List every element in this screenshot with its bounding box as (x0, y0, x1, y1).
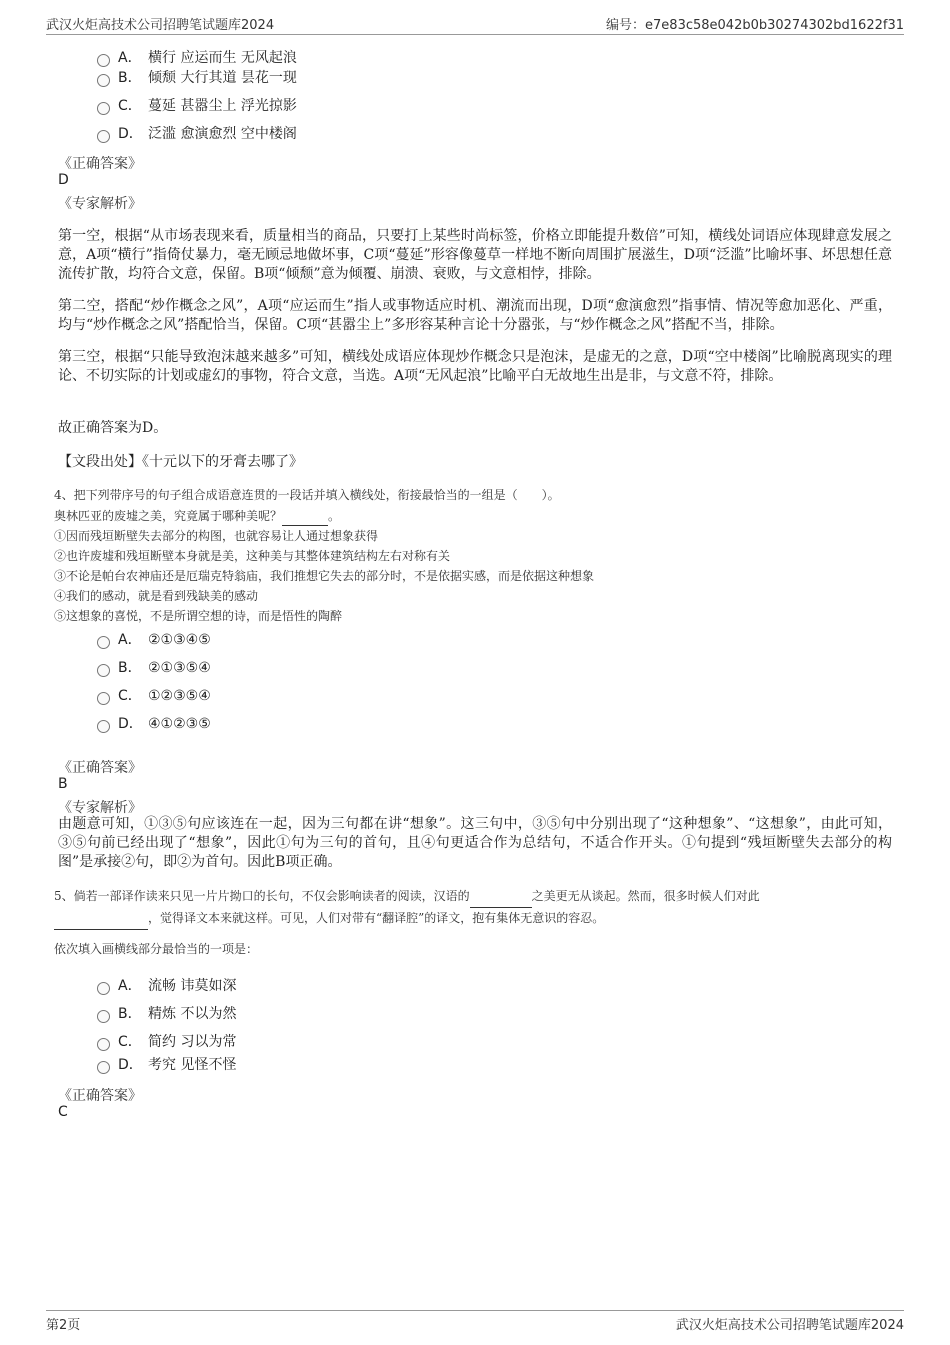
q5-prompt: 依次填入画横线部分最恰当的一项是： (54, 942, 259, 956)
radio-icon[interactable] (97, 102, 110, 115)
radio-icon[interactable] (97, 1010, 110, 1023)
q4-sentence-4: ④我们的感动，就是看到残缺美的感动 (54, 589, 259, 603)
page-header (46, 14, 904, 35)
q5-answer-label: 《正确答案》 (58, 1088, 142, 1104)
footer-title: 武汉火炬高技术公司招聘笔试题库2024 (675, 1318, 904, 1333)
radio-icon[interactable] (97, 692, 110, 705)
q5-option-c[interactable]: C． 简约 习以为常 (97, 1032, 236, 1052)
q3-answer: D (58, 172, 69, 188)
q3-analysis-label: 《专家解析》 (58, 196, 142, 212)
q3-source: 【文段出处】《十元以下的牙膏去哪了》 (58, 454, 303, 470)
q3-option-b[interactable]: B． 倾颓 大行其道 昙花一现 (97, 68, 297, 88)
q4-analysis: 由题意可知，①③⑤句应该连在一起，因为三句都在讲“想象”。这三句中，③⑤句中分别出现了“这种想象”、“这想象”，由此可知，③⑤句前已经出现了“想象”，因此①句为三句的首句，且④句更适合作为总结句，不适合作开头。①句提到“残垣断壁失去部分的构图”是承接②句，即②为首句。因此B项正确。 (58, 816, 892, 870)
q3-analysis-p2: 第二空，搭配“炒作概念之风”，A项“应运而生”指人或事物适应时机、潮流而出现，D项“愈演愈烈”指事情、情况等愈加恶化、严重，均与“炒作概念之风”搭配恰当，保留。C项“甚嚣尘上”多形容某种言论十分嚣张，与“炒作概念之风”搭配不当，排除。 (58, 298, 892, 333)
q3-option-c[interactable]: C． 蔓延 甚嚣尘上 浮光掠影 (97, 96, 297, 116)
q4-blank (282, 508, 328, 526)
radio-icon[interactable] (97, 636, 110, 649)
q4-sentence-3: ③不论是帕台农神庙还是厄瑞克特翁庙，我们推想它失去的部分时，不是依据实感，而是依据这种想象 (54, 569, 595, 583)
q3-analysis-conclusion: 故正确答案为D。 (58, 420, 168, 436)
radio-icon[interactable] (97, 982, 110, 995)
q4-option-a[interactable]: A． ②①③④⑤ (97, 630, 211, 650)
q5-option-a[interactable]: A． 流畅 讳莫如深 (97, 976, 236, 996)
radio-icon[interactable] (97, 664, 110, 677)
radio-icon[interactable] (97, 720, 110, 733)
q5-answer: C (58, 1104, 68, 1120)
q4-sentence-5: ⑤这想象的喜悦，不是所谓空想的诗，而是悟性的陶醉 (54, 609, 343, 623)
q3-option-d[interactable]: D． 泛滥 愈演愈烈 空中楼阁 (97, 124, 297, 144)
q4-sentence-1: ①因而残垣断壁失去部分的构图，也就容易让人通过想象获得 (54, 529, 379, 543)
q3-analysis-p3: 第三空，根据“只能导致泡沫越来越多”可知，横线处成语应体现炒作概念只是泡沫，是虚无的之意，D项“空中楼阁”比喻脱离现实的理论、不切实际的计划或虚幻的事物，符合文意，当选。A项“无风起浪”比喻平白无故地生出是非，与文意不符，排除。 (58, 349, 892, 384)
q4-option-b[interactable]: B． ②①③⑤④ (97, 658, 211, 678)
q5-option-b[interactable]: B． 精炼 不以为然 (97, 1004, 236, 1024)
page-footer (46, 1310, 904, 1334)
radio-icon[interactable] (97, 1061, 110, 1074)
q4-option-d[interactable]: D． ④①②③⑤ (97, 714, 211, 734)
q4-stem: 4、把下列带序号的句子组合成语意连贯的一段话并填入横线处，衔接最恰当的一组是（ ）。 (54, 488, 560, 502)
page-number: 第2页 (46, 1318, 81, 1333)
q4-intro: 奥林匹亚的废墟之美，究竟属于哪种美呢？ 。 (54, 508, 340, 526)
q3-option-a[interactable]: A． 横行 应运而生 无风起浪 (97, 48, 297, 68)
radio-icon[interactable] (97, 54, 110, 67)
radio-icon[interactable] (97, 130, 110, 143)
q4-answer-label: 《正确答案》 (58, 760, 142, 776)
q3-answer-label: 《正确答案》 (58, 156, 142, 172)
q5-option-d[interactable]: D． 考究 见怪不怪 (97, 1055, 236, 1075)
q4-sentence-2: ②也许废墟和残垣断壁本身就是美，这种美与其整体建筑结构左右对称有关 (54, 549, 451, 563)
q5-stem: 5、倘若一部译作读来只见一片片拗口的长句，不仅会影响读者的阅读，汉语的 之美更无从谈起。然而，很多时候人们对此 ，觉得译文本来就这样。可见，人们对带有“翻译腔”的译文，抱有集体无意识的容忍。 (54, 886, 896, 930)
q4-analysis-label: 《专家解析》 (58, 800, 142, 816)
radio-icon[interactable] (97, 74, 110, 87)
q5-blank-1 (470, 886, 532, 908)
q4-option-c[interactable]: C． ①②③⑤④ (97, 686, 211, 706)
radio-icon[interactable] (97, 1038, 110, 1051)
q3-analysis-p1: 第一空，根据“从市场表现来看，质量相当的商品，只要打上某些时尚标签，价格立即能提升数倍”可知，横线处词语应体现肆意发展之意，A项“横行”指倚仗暴力，毫无顾忌地做坏事，C项“蔓延”形容像蔓草一样地不断向周围扩展滋生，D项“泛滥”比喻坏事、坏思想任意流传扩散，均符合文意，保留。B项“倾颓”意为倾覆、崩溃、衰败，与文意相悖，排除。 (58, 228, 892, 282)
header-title: 武汉火炬高技术公司招聘笔试题库2024 (46, 18, 275, 33)
header-doc-id: 编号：e7e83c58e042b0b30274302bd1622f31 (606, 18, 904, 33)
q4-answer: B (58, 776, 68, 792)
q5-blank-2 (54, 908, 148, 930)
